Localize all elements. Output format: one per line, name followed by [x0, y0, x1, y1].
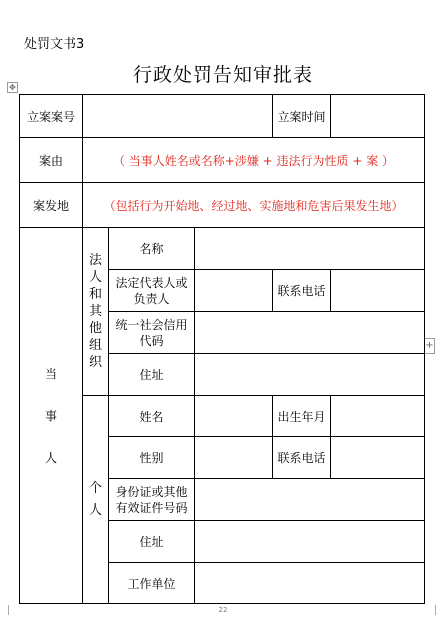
document-number-label: 处罚文书3: [24, 37, 85, 52]
person-gender-label: 性别: [109, 437, 195, 479]
person-phone-label: 联系电话: [273, 437, 331, 479]
person-id-field[interactable]: [195, 479, 425, 521]
person-address-field[interactable]: [195, 521, 425, 563]
org-phone-label: 联系电话: [273, 270, 331, 312]
approval-form-table: [19, 94, 425, 604]
filing-time-label: 立案时间: [273, 95, 331, 138]
person-gender-field[interactable]: [195, 437, 273, 479]
case-location-field[interactable]: （包括行为开始地、经过地、实施地和危害后果发生地）: [83, 183, 425, 228]
person-group-label: 个人: [83, 396, 109, 604]
org-address-field[interactable]: [195, 354, 425, 396]
org-address-label: 住址: [109, 354, 195, 396]
case-number-field[interactable]: [83, 95, 273, 138]
person-workplace-label: 工作单位: [109, 563, 195, 604]
person-address-label: 住址: [109, 521, 195, 563]
page-title: 行政处罚告知审批表: [132, 64, 313, 86]
case-reason-label: 案由: [20, 138, 83, 183]
party-label: 当事人: [20, 228, 83, 604]
person-birth-field[interactable]: [331, 396, 425, 437]
person-birth-label: 出生年月: [273, 396, 331, 437]
org-representative-label: 法定代表人或负责人: [109, 270, 195, 312]
case-number-label: 立案案号: [20, 95, 83, 138]
case-location-label: 案发地: [20, 183, 83, 228]
person-id-label: 身份证或其他有效证件号码: [109, 479, 195, 521]
add-column-icon[interactable]: +: [424, 338, 435, 354]
case-reason-field[interactable]: （ 当事人姓名或名称+涉嫌 + 违法行为性质 + 案 ）: [83, 138, 425, 183]
org-name-label: 名称: [109, 228, 195, 270]
person-name-field[interactable]: [195, 396, 273, 437]
org-representative-field[interactable]: [195, 270, 273, 312]
org-phone-field[interactable]: [331, 270, 425, 312]
page-number: 22: [218, 606, 228, 614]
org-credit-code-label: 统一社会信用代码: [109, 312, 195, 354]
table-move-handle-icon[interactable]: ✥: [7, 82, 18, 93]
person-name-label: 姓名: [109, 396, 195, 437]
person-workplace-field[interactable]: [195, 563, 425, 604]
org-name-field[interactable]: [195, 228, 425, 270]
person-phone-field[interactable]: [331, 437, 425, 479]
org-credit-code-field[interactable]: [195, 312, 425, 354]
org-group-label: 法人和其他组织: [83, 228, 109, 396]
filing-time-field[interactable]: [331, 95, 425, 138]
